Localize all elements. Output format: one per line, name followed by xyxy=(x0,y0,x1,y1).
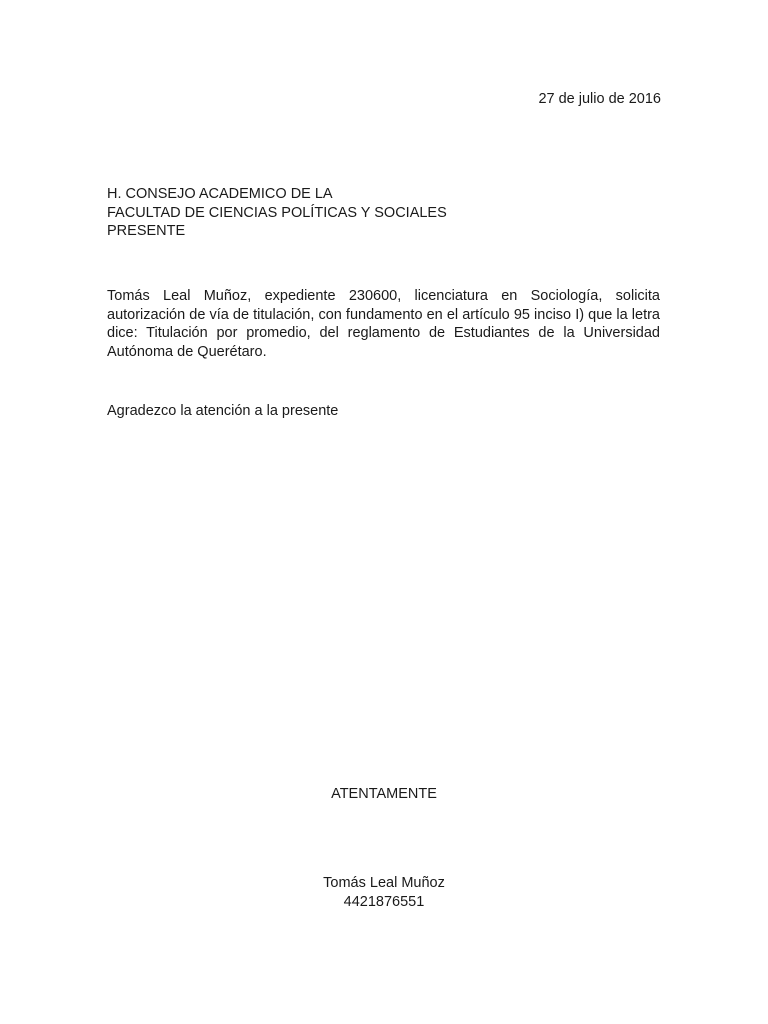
letter-date: 27 de julio de 2016 xyxy=(538,91,661,107)
recipient-line-3: PRESENTE xyxy=(107,223,186,239)
signer-name: Tomás Leal Muñoz xyxy=(323,875,445,891)
sign-off: ATENTAMENTE xyxy=(331,786,437,802)
signature-block xyxy=(0,874,768,911)
letter-body: Tomás Leal Muñoz, expediente 230600, licenciatura en Sociología, solicita autorización de vía de titulación, con fundamento en el artículo 95 inciso I) que la letra dice: Titulación por promedio, del reglamento de Estudiantes de la Universidad Autónoma de Querétaro. xyxy=(107,288,660,360)
recipient-line-1: H. CONSEJO ACADEMICO DE LA xyxy=(107,186,333,202)
signer-phone: 4421876551 xyxy=(343,893,425,910)
recipient-line-2: FACULTAD DE CIENCIAS POLÍTICAS Y SOCIALES xyxy=(107,204,447,221)
thanks-line: Agradezco la atención a la presente xyxy=(107,403,339,419)
recipient-block xyxy=(107,185,447,241)
